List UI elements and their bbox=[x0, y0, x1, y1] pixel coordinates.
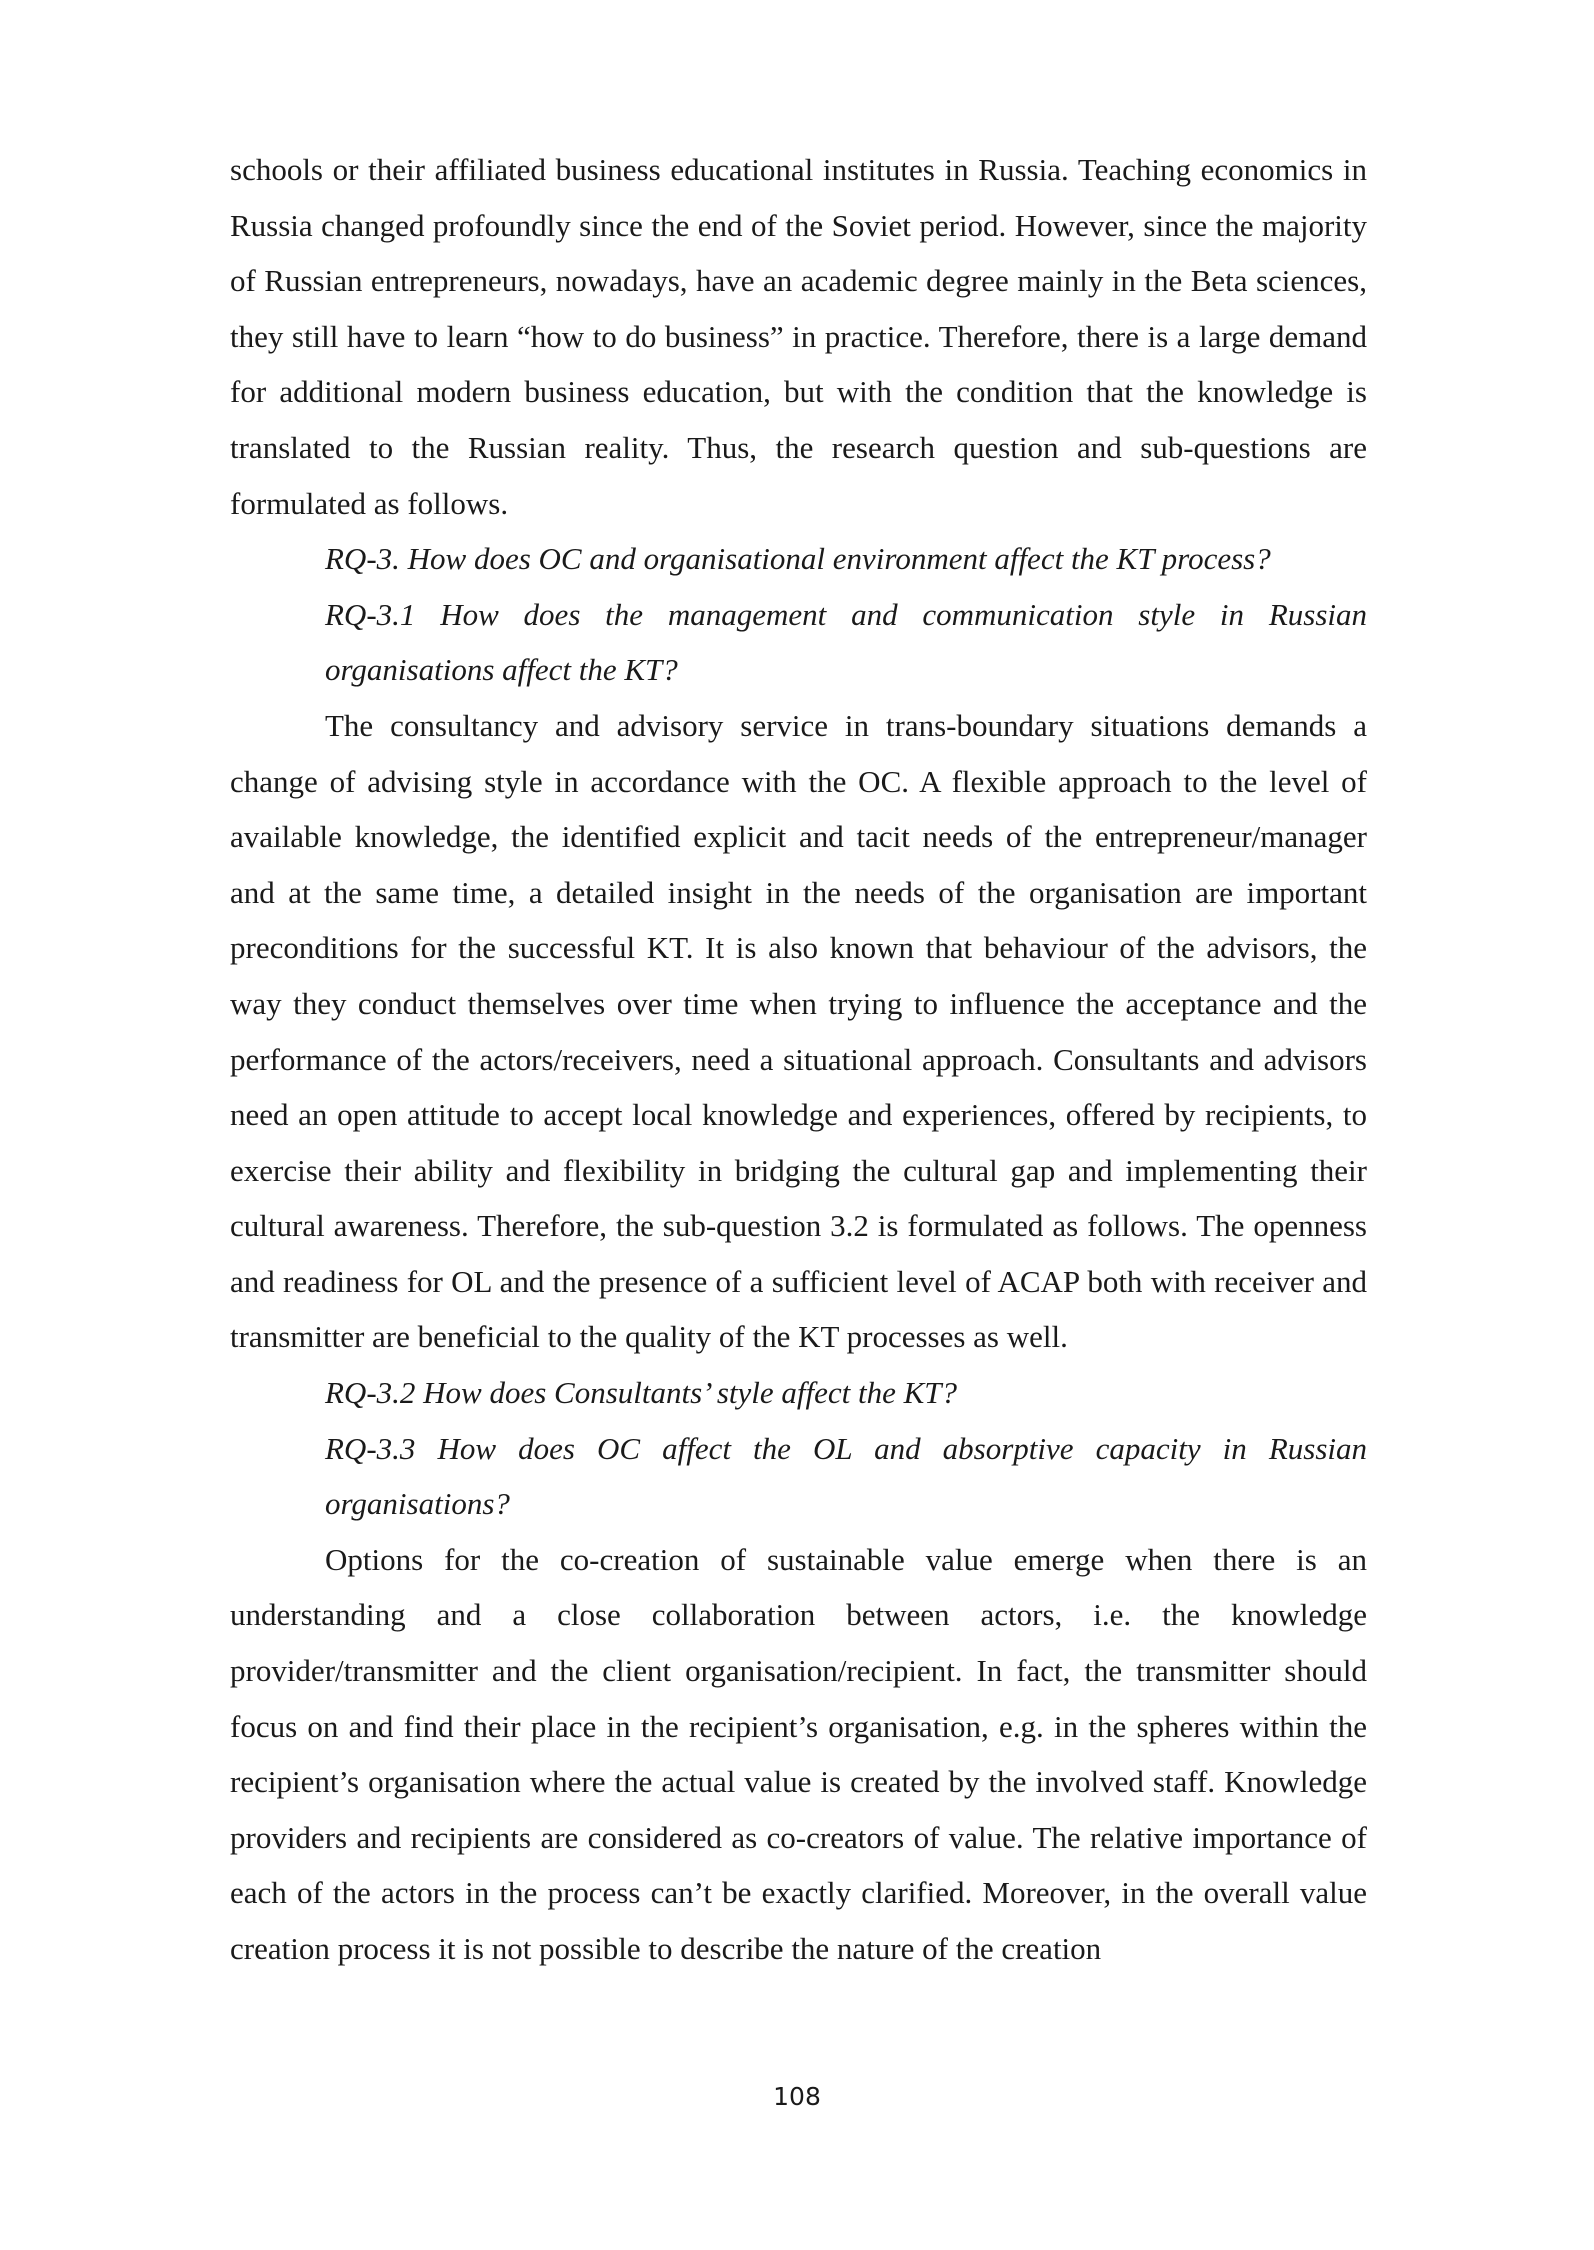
research-question-3-1: RQ-3.1 How does the management and communication style in Russian organisations affect the KT? bbox=[325, 596, 1367, 688]
paragraph-value-co-creation: Options for the co-creation of sustainable value emerge when there is an understanding and a close collaboration between actors, i.e. the knowledge provider/transmitter and the client organisation/recipient. In fact, the transmitter should focus on and find their place in the recipient’s organisation, e.g. in the spheres within the recipient’s organisation where the actual value is created by the involved staff. Knowledge providers and recipients are considered as co-creators of value. The relative importance of each of the actors in the process can’t be exactly clarified. Moreover, in the overall value creation process it is not possible to describe the nature of the creation bbox=[230, 1541, 1367, 1966]
body-text bbox=[230, 142, 1367, 1977]
page-number: 108 bbox=[773, 2082, 821, 2111]
paragraph-consultancy-style: The consultancy and advisory service in trans-boundary situations demands a change of advising style in accordance with the OC. A flexible approach to the level of available knowledge, the identified explicit and tacit needs of the entrepreneur/manager and at the same time, a detailed insight in the needs of the organisation are important preconditions for the successful KT. It is also known that behaviour of the advisors, the way they conduct themselves over time when trying to influence the acceptance and the performance of the actors/receivers, need a situational approach. Consultants and advisors need an open attitude to accept local knowledge and experiences, offered by recipients, to exercise their ability and flexibility in bridging the cultural gap and implementing their cultural awareness. Therefore, the sub-question 3.2 is formulated as follows. The openness and readiness for OL and the presence of a sufficient level of ACAP both with receiver and transmitter are beneficial to the quality of the KT processes as well. bbox=[230, 707, 1367, 1355]
research-question-3-3: RQ-3.3 How does OC affect the OL and absorptive capacity in Russian organisations? bbox=[325, 1430, 1367, 1522]
paragraph-business-education: schools or their affiliated business educational institutes in Russia. Teaching economics in Russia changed profoundly since the end of the Soviet period. However, since the majority of Russian entrepreneurs, nowadays, have an academic degree mainly in the Beta sciences, they still have to learn “how to do business” in practice. Therefore, there is a large demand for additional modern business education, but with the condition that the knowledge is translated to the Russian reality. Thus, the research question and sub-questions are formulated as follows. bbox=[230, 152, 1367, 521]
research-question-3-2: RQ-3.2 How does Consultants’ style affect the KT? bbox=[325, 1375, 958, 1411]
research-question-3: RQ-3. How does OC and organisational environment affect the KT process? bbox=[325, 541, 1271, 577]
